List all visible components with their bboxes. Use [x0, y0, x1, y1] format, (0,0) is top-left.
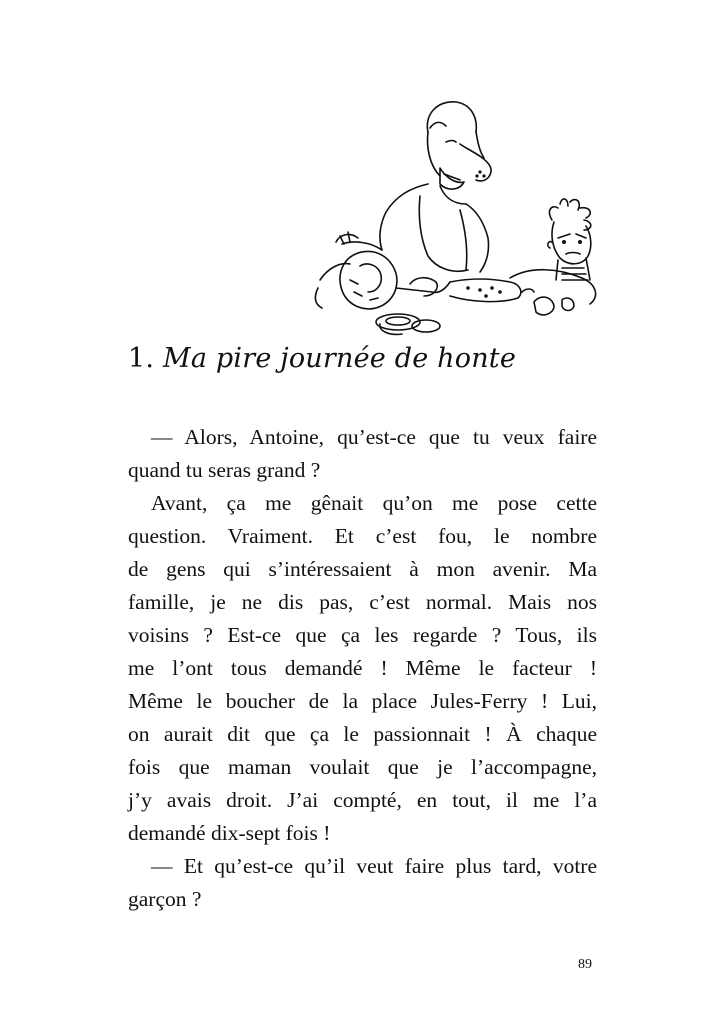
text-line: me l’ont tous demandé ! Même le facteur !	[128, 656, 597, 680]
text-line: de gens qui s’intéressaient à mon avenir. Ma	[128, 557, 597, 581]
text-line: demandé dix-sept fois !	[128, 821, 331, 845]
plates	[376, 314, 440, 334]
chapter-name: Ma pire journée de honte	[162, 343, 517, 374]
text-line: voisins ? Est-ce que ça les regarde ? Tous, ils	[128, 623, 597, 647]
butcher-and-boy-illustration	[300, 92, 612, 342]
text-line: quand tu seras grand ?	[128, 458, 321, 482]
text-line: famille, je ne dis pas, c’est normal. Mais nos	[128, 590, 597, 614]
text-line: — Et qu’est-ce qu’il veut faire plus tard, votre	[151, 854, 597, 878]
text-line: question. Vraiment. Et c’est fou, le nombre	[128, 524, 597, 548]
chapter-number: 1.	[128, 343, 155, 374]
butcher-head	[427, 102, 491, 189]
body-text	[128, 421, 597, 916]
text-line: garçon ?	[128, 887, 202, 911]
meat-on-counter	[315, 252, 595, 315]
boy	[548, 199, 591, 280]
text-line: j’y avais droit. J’ai compté, en tout, il me l’a	[128, 788, 597, 812]
text-line: — Alors, Antoine, qu’est-ce que tu veux faire	[151, 425, 597, 449]
butcher-body	[336, 184, 489, 272]
chapter-title	[128, 343, 516, 374]
page-number: 89	[578, 957, 592, 972]
text-line: Avant, ça me gênait qu’on me pose cette	[151, 491, 597, 515]
text-line: Même le boucher de la place Jules-Ferry ! Lui,	[128, 689, 597, 713]
text-line: on aurait dit que ça le passionnait ! À chaque	[128, 722, 597, 746]
text-line: fois que maman voulait que je l’accompagne,	[128, 755, 597, 779]
